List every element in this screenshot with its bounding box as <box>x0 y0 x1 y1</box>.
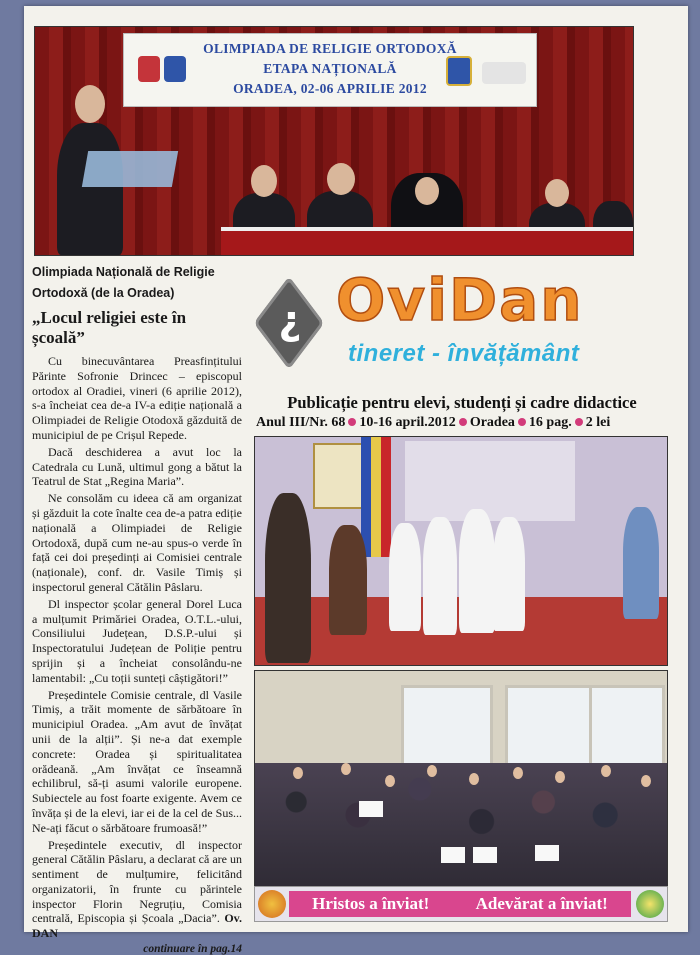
student-face <box>555 771 565 783</box>
article-paragraph: Cu binecuvântarea Preasfințitului Părinte Sofronie Drincec – episcopul ortodox al Oradiei, vineri (6 aprilie 2012), s-a încheiat cea de-a IV-a ediție națională a Olimpiadei de Religie Otodoxă găzduită de municipiul de pe Crișul Repede. <box>32 354 242 442</box>
issue-city: Oradea <box>469 415 515 430</box>
event-banner <box>123 33 537 107</box>
article-byline: Ov. DAN <box>32 911 242 941</box>
article-paragraph: Președintele Comisie centrale, dl Vasile Timiș, a trăit momente de sărbătoare în municipiul Oradea. „Am avut de învățat unii de la alții”. Și ne-a dat exemple concrete: Oradea și spiritualitatea orădeană. „Am învățat ce înseamnă echilibrul, să-ți asumi valorile europene. Subiectele au fost foarte exigente. Avem ce învăța și de la elevi, iar ei de la cel de Sus... Ne-ați făcut o sărbătoare frumoasă!” <box>32 687 242 835</box>
performer <box>329 525 367 635</box>
continued-link[interactable]: continuare în pag.14 <box>143 943 242 955</box>
performer <box>265 493 311 663</box>
student-face <box>341 763 351 775</box>
article-paragraph: Ne consolăm cu ideea că am organizat și găzduit la cote înalte cea de-a patra ediție națională a Olimpiadei de Religie Ortodoxă, după cum ne-au spus-o verde în față cei doi președinți ai Comisiei centrale (naționale), conf. dr. Vasile Timiș și inspectorul general Cătălin Pâslaru. <box>32 491 242 594</box>
performer-white-robe <box>459 509 495 633</box>
bullet-icon <box>575 418 583 426</box>
banner-line-2: ETAPA NAȚIONALĂ <box>263 61 397 76</box>
easter-greeting-banner <box>254 886 668 922</box>
greeting-left: Hristos a înviat! <box>312 894 430 913</box>
article-headline: „Locul religiei este în școală” <box>32 308 187 347</box>
speaker-head <box>75 85 105 123</box>
banner-line-1: OLIMPIADA DE RELIGIE ORTODOXĂ <box>203 41 457 56</box>
logo-icon <box>482 62 526 84</box>
priest-head <box>415 177 439 205</box>
issue-pages: 16 pag. <box>528 415 572 430</box>
crest-icon <box>164 56 186 82</box>
article-paragraph: Dl inspector școlar general Dorel Luca a mulțumit Primăriei Oradea, O.T.L.-ului, Consiliului Județean, D.S.P.-ului și Inspectoratului Județean de Poliție pentru sprijin și a încheiat consolându-ne lamentabil: „Cu toții sunteți câștigători!” <box>32 596 242 685</box>
easter-flower-icon <box>636 890 664 918</box>
diploma-sheet <box>359 801 383 817</box>
student-face <box>427 765 437 777</box>
bullet-icon <box>518 418 526 426</box>
performer-white-robe <box>493 517 525 631</box>
flag <box>381 437 391 557</box>
newspaper-tagline: Publicație pentru elevi, studenți și cadre didactice <box>287 393 637 412</box>
issue-info <box>256 415 668 431</box>
panel-member-head <box>327 163 355 195</box>
students-crowd <box>255 763 667 893</box>
article-paragraph-text: Președintele executiv, dl inspector general Cătălin Pâslaru, a declarat că are un sentiment de mulțumire, felicitând organizatorii, în frunte cu părintele inspector Florin Negruțiu, Comisia centrală, Episcopia și Școala „Dacia”. <box>32 837 242 926</box>
flag <box>371 437 381 557</box>
newspaper-title: OviDan <box>336 266 584 334</box>
lectern <box>82 151 178 187</box>
conference-photo <box>34 26 634 256</box>
issue-number: Anul III/Nr. 68 <box>256 415 346 430</box>
stage-performance-photo <box>254 436 668 666</box>
diploma-sheet <box>473 847 497 863</box>
panel-member-head <box>545 179 569 207</box>
article-kicker: Olimpiada Națională de Religie Ortodoxă (de la Oradea) <box>32 265 215 300</box>
issue-dates: 10-16 april.2012 <box>359 415 456 430</box>
crest-icon <box>138 56 160 82</box>
issue-price: 2 lei <box>585 415 611 430</box>
article-paragraph: Dacă deschiderea a avut loc la Catedrala cu Lună, ultimul gong a bătut la Teatrul de Stat „Regina Maria”. <box>32 444 242 489</box>
bullet-icon <box>348 418 356 426</box>
performer-white-robe <box>389 523 421 631</box>
student-face <box>469 773 479 785</box>
article-column <box>32 262 242 955</box>
newspaper-subtitle: tineret - învățământ <box>348 340 580 367</box>
diploma-sheet <box>441 847 465 863</box>
cross-panel-icon <box>313 443 365 509</box>
bullet-icon <box>459 418 467 426</box>
student-face <box>601 765 611 777</box>
ovidan-logo <box>254 286 326 358</box>
greeting-right: Adevărat a înviat! <box>475 894 608 913</box>
performer-white-robe <box>423 517 457 635</box>
student-face <box>641 775 651 787</box>
speaker-figure <box>57 123 123 255</box>
greeting-box <box>289 891 631 917</box>
group-photo <box>254 670 668 894</box>
student-face <box>513 767 523 779</box>
crest-icon <box>446 56 472 86</box>
question-mark-icon: ¿ <box>278 298 302 344</box>
performer <box>623 507 659 619</box>
school-wall-sign <box>405 441 575 521</box>
easter-egg-icon <box>258 890 286 918</box>
diploma-sheet <box>535 845 559 861</box>
panel-member-head <box>251 165 277 197</box>
student-face <box>385 775 395 787</box>
student-face <box>293 767 303 779</box>
banner-line-3: ORADEA, 02-06 APRILIE 2012 <box>233 81 427 96</box>
article-paragraph-last <box>32 838 242 942</box>
conference-table <box>221 227 633 256</box>
